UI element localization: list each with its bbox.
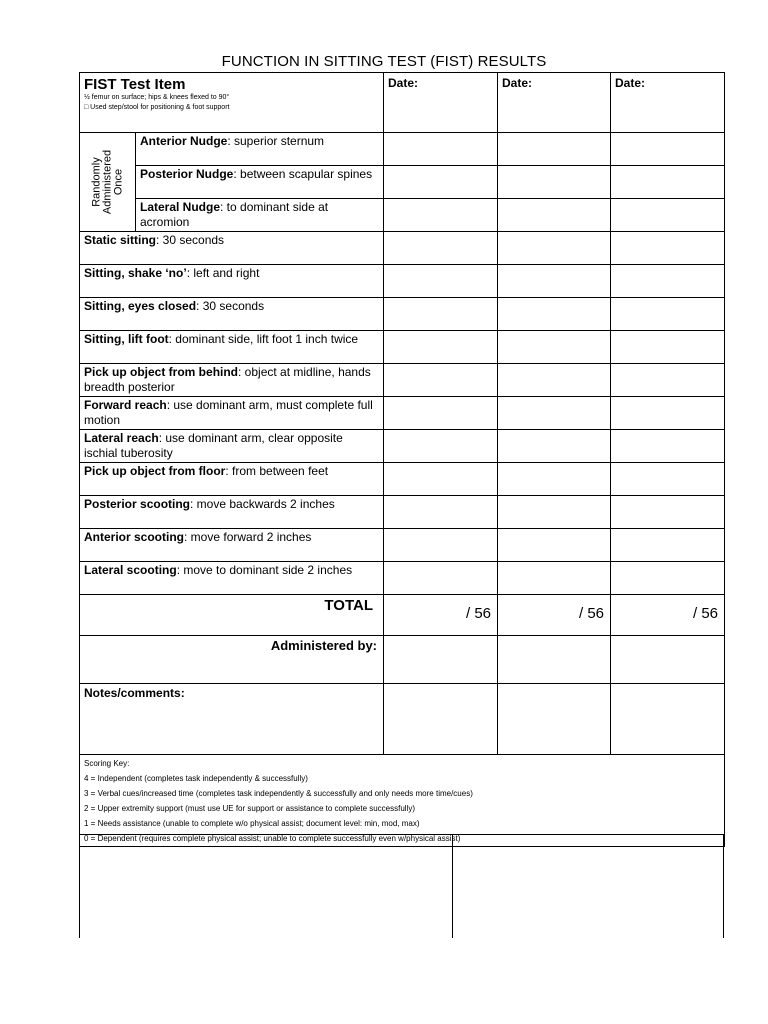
- notes-label-cell: [80, 684, 384, 755]
- score-cell[interactable]: [611, 562, 725, 595]
- scoring-key-line: 0 = Dependent (requires complete physical assist; unable to complete successfully even w/physical assist): [84, 834, 461, 843]
- scoring-key-title: Scoring Key:: [84, 759, 130, 768]
- total-label-cell: [80, 595, 384, 636]
- total-cell-2[interactable]: [498, 595, 611, 636]
- test-item-forward-reach: Forward reach: use dominant arm, must complete full motion: [80, 397, 384, 430]
- total-label: TOTAL: [324, 597, 374, 614]
- notes-cell[interactable]: [498, 684, 611, 755]
- score-cell[interactable]: [498, 430, 611, 463]
- table-row: [80, 298, 725, 331]
- blank-signature-area: [79, 834, 724, 938]
- total-score: / 56: [692, 605, 719, 622]
- score-cell[interactable]: [498, 265, 611, 298]
- administered-by-cell[interactable]: [611, 636, 725, 684]
- scoring-key: [80, 755, 725, 847]
- table-row: [80, 397, 725, 430]
- table-row: [80, 364, 725, 397]
- date-label: Date:: [388, 76, 419, 90]
- total-row: [80, 595, 725, 636]
- score-cell[interactable]: [498, 166, 611, 199]
- table-row: [80, 463, 725, 496]
- test-item-posterior-nudge: Posterior Nudge: between scapular spines: [136, 166, 384, 199]
- score-cell[interactable]: [384, 199, 498, 232]
- divider: [79, 834, 80, 938]
- notes-label: Notes/comments:: [84, 686, 185, 700]
- notes-row: [80, 684, 725, 755]
- score-cell[interactable]: [611, 265, 725, 298]
- test-item-eyes-closed: Sitting, eyes closed: 30 seconds: [80, 298, 384, 331]
- table-row: [80, 265, 725, 298]
- random-group-label-cell: [80, 133, 136, 232]
- date-cell-2[interactable]: [498, 73, 611, 133]
- score-cell[interactable]: [384, 529, 498, 562]
- score-cell[interactable]: [611, 463, 725, 496]
- page-title: FUNCTION IN SITTING TEST (FIST) RESULTS: [221, 53, 547, 70]
- score-cell[interactable]: [384, 463, 498, 496]
- administered-by-cell[interactable]: [384, 636, 498, 684]
- score-cell[interactable]: [611, 430, 725, 463]
- table-row: [80, 199, 725, 232]
- score-cell[interactable]: [611, 166, 725, 199]
- score-cell[interactable]: [498, 562, 611, 595]
- score-cell[interactable]: [611, 331, 725, 364]
- score-cell[interactable]: [611, 364, 725, 397]
- date-cell-1[interactable]: [384, 73, 498, 133]
- score-cell[interactable]: [384, 562, 498, 595]
- fist-results-table: [79, 72, 725, 847]
- date-label: Date:: [615, 76, 646, 90]
- table-row: [80, 562, 725, 595]
- test-item-static-sitting: Static sitting: 30 seconds: [80, 232, 384, 265]
- step-note: □ Used step/stool for positioning & foot support: [84, 104, 230, 111]
- date-cell-3[interactable]: [611, 73, 725, 133]
- score-cell[interactable]: [498, 496, 611, 529]
- table-row: [80, 496, 725, 529]
- table-row: [80, 331, 725, 364]
- score-cell[interactable]: [611, 133, 725, 166]
- score-cell[interactable]: [384, 397, 498, 430]
- score-cell[interactable]: [611, 232, 725, 265]
- score-cell[interactable]: [384, 430, 498, 463]
- score-cell[interactable]: [498, 232, 611, 265]
- divider: [723, 834, 724, 938]
- score-cell[interactable]: [384, 133, 498, 166]
- score-cell[interactable]: [498, 397, 611, 430]
- administered-by-label-cell: [80, 636, 384, 684]
- scoring-key-line: 4 = Independent (completes task independently & successfully): [84, 774, 308, 783]
- score-cell[interactable]: [384, 298, 498, 331]
- item-header-title: FIST Test Item: [84, 76, 186, 93]
- score-cell[interactable]: [384, 364, 498, 397]
- test-item-pick-up-floor: Pick up object from floor: from between feet: [80, 463, 384, 496]
- score-cell[interactable]: [498, 199, 611, 232]
- scoring-key-row: [80, 755, 725, 847]
- test-item-anterior-nudge: Anterior Nudge: superior sternum: [136, 133, 384, 166]
- total-cell-1[interactable]: [384, 595, 498, 636]
- scoring-key-line: 2 = Upper extremity support (must use UE for support or assistance to complete successfully): [84, 804, 416, 813]
- test-item-lateral-scooting: Lateral scooting: move to dominant side 2 inches: [80, 562, 384, 595]
- table-row: [80, 166, 725, 199]
- score-cell[interactable]: [611, 397, 725, 430]
- score-cell[interactable]: [384, 331, 498, 364]
- test-item-posterior-scooting: Posterior scooting: move backwards 2 inches: [80, 496, 384, 529]
- header-row: [80, 73, 725, 133]
- score-cell[interactable]: [384, 496, 498, 529]
- test-item-lift-foot: Sitting, lift foot: dominant side, lift foot 1 inch twice: [80, 331, 384, 364]
- test-item-lateral-reach: Lateral reach: use dominant arm, clear opposite ischial tuberosity: [80, 430, 384, 463]
- table-row: [80, 133, 725, 166]
- score-cell[interactable]: [498, 463, 611, 496]
- notes-cell[interactable]: [384, 684, 498, 755]
- score-cell[interactable]: [498, 529, 611, 562]
- test-item-anterior-scooting: Anterior scooting: move forward 2 inches: [80, 529, 384, 562]
- administered-by-row: [80, 636, 725, 684]
- table-row: [80, 232, 725, 265]
- date-label: Date:: [502, 76, 533, 90]
- score-cell[interactable]: [611, 496, 725, 529]
- administered-by-label: Administered by:: [270, 638, 378, 653]
- divider: [79, 834, 724, 835]
- score-cell[interactable]: [498, 364, 611, 397]
- administered-by-cell[interactable]: [498, 636, 611, 684]
- notes-cell[interactable]: [611, 684, 725, 755]
- score-cell[interactable]: [611, 529, 725, 562]
- score-cell[interactable]: [384, 265, 498, 298]
- divider: [452, 834, 453, 938]
- score-cell[interactable]: [498, 331, 611, 364]
- score-cell[interactable]: [611, 199, 725, 232]
- total-cell-3[interactable]: [611, 595, 725, 636]
- scoring-key-line: 1 = Needs assistance (unable to complete w/o physical assist; document level: min, mod, max): [84, 819, 420, 828]
- position-note: ½ femur on surface; hips & knees flexed to 90°: [84, 94, 230, 101]
- score-cell[interactable]: [498, 133, 611, 166]
- random-group-label: Randomly Administered Once: [90, 149, 124, 215]
- score-cell[interactable]: [611, 298, 725, 331]
- table-row: [80, 529, 725, 562]
- score-cell[interactable]: [384, 232, 498, 265]
- total-score: / 56: [578, 605, 605, 622]
- scoring-key-line: 3 = Verbal cues/increased time (completes task independently & successfully and only needs more time/cues): [84, 789, 473, 798]
- test-item-shake-no: Sitting, shake ‘no’: left and right: [80, 265, 384, 298]
- score-cell[interactable]: [384, 166, 498, 199]
- table-row: [80, 430, 725, 463]
- test-item-pick-up-behind: Pick up object from behind: object at midline, hands breadth posterior: [80, 364, 384, 397]
- test-item-lateral-nudge: Lateral Nudge: to dominant side at acromion: [136, 199, 384, 232]
- item-header-cell: [80, 73, 384, 133]
- total-score: / 56: [465, 605, 492, 622]
- score-cell[interactable]: [498, 298, 611, 331]
